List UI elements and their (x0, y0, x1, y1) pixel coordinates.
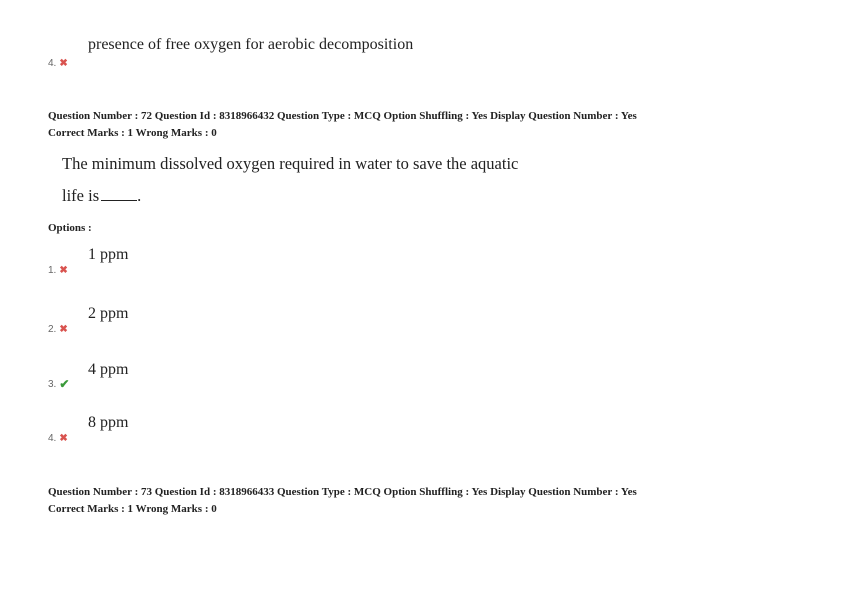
prev-option-4-marker (48, 58, 68, 69)
answer-blank (101, 186, 137, 201)
q72-text-suffix: . (137, 186, 142, 205)
option-2-text: 2 ppm (88, 305, 129, 322)
option-number: 1. (48, 265, 57, 276)
q72-text-line1: The minimum dissolved oxygen required in water to save the aquatic (62, 154, 519, 173)
option-number: 4. (48, 433, 57, 444)
cross-icon: ✖ (59, 264, 68, 276)
option-number: 3. (48, 378, 57, 390)
check-icon: ✔ (59, 377, 70, 391)
option-number: 2. (48, 324, 57, 335)
option-1-marker (48, 265, 68, 276)
cross-icon: ✖ (59, 432, 68, 444)
option-number: 4. (48, 58, 57, 69)
q72-text-line2 (62, 186, 141, 206)
q72-text-prefix: life is (62, 186, 100, 205)
option-3-marker (48, 378, 69, 390)
option-2-marker (48, 324, 68, 335)
q72-meta-line2: Correct Marks : 1 Wrong Marks : 0 (48, 127, 217, 139)
option-4-marker (48, 433, 68, 444)
q73-meta-line1: Question Number : 73 Question Id : 8318966433 Question Type : MCQ Option Shuffling : Yes Display Question Number : Yes (48, 486, 637, 498)
q73-meta-line2: Correct Marks : 1 Wrong Marks : 0 (48, 503, 217, 515)
options-label: Options : (48, 222, 92, 234)
option-3-text: 4 ppm (88, 361, 129, 378)
q72-meta-line1: Question Number : 72 Question Id : 8318966432 Question Type : MCQ Option Shuffling : Yes Display Question Number : Yes (48, 110, 637, 122)
prev-option-4-text: presence of free oxygen for aerobic decomposition (88, 36, 414, 53)
option-4-text: 8 ppm (88, 414, 129, 431)
cross-icon: ✖ (59, 57, 68, 69)
cross-icon: ✖ (59, 323, 68, 335)
option-1-text: 1 ppm (88, 246, 129, 263)
